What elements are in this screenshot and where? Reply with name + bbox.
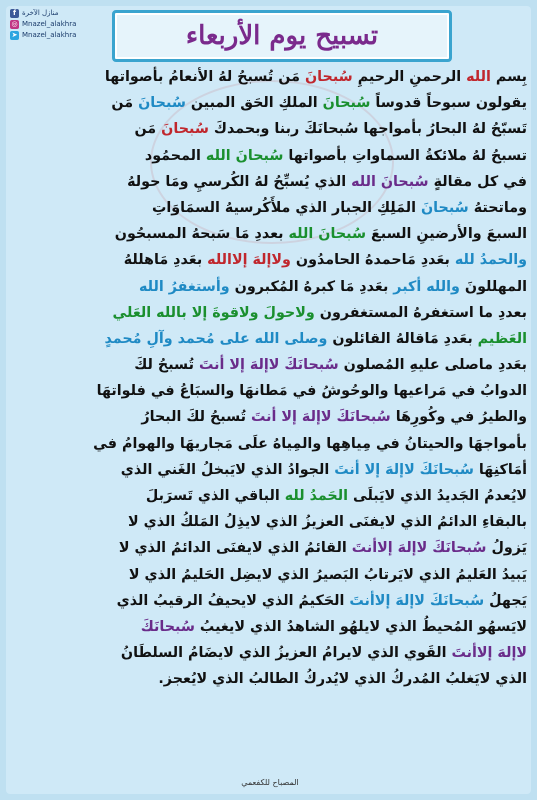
text-segment: المهللونَ — [459, 278, 527, 295]
text-line — [10, 143, 527, 169]
text-line — [10, 247, 527, 273]
text-segment: تَسبّحُ لهُ البحارُ بأمواجها سُبحانَكَ ربنا وبحمدكَ — [208, 121, 527, 138]
page-title: تسبيح يوم الأربعاء — [185, 21, 379, 51]
highlighted-phrase: والحمدُ لله — [454, 252, 527, 269]
facebook-handle: منازل الآخرة — [22, 9, 59, 17]
text-segment: مَن — [134, 121, 162, 138]
source-credit: المصباح للكفعمي — [241, 778, 299, 787]
text-segment: مَن تُسبحُ لهُ الأنعامُ بأصواتها — [104, 69, 305, 85]
highlighted-phrase: سُبحانَ الله — [288, 226, 367, 243]
social-handles — [10, 8, 102, 41]
text-line — [10, 300, 527, 326]
text-line — [10, 274, 527, 300]
highlighted-phrase: الله — [466, 69, 491, 85]
text-segment: بعَددِ مَا كبرهُ المُكبرون — [229, 278, 394, 295]
text-segment: بِسم — [490, 69, 527, 85]
text-segment: يَجهلُ — [484, 592, 527, 609]
highlighted-phrase: سُبحانَكَ لاإلهَ إلا أنتَ — [334, 461, 474, 478]
text-line — [10, 352, 527, 378]
highlighted-phrase: والله أكبر — [393, 278, 460, 295]
highlighted-phrase: سُبحانَكَ لاإلهَ إلا أنتَ — [251, 409, 391, 426]
text-segment: المحمُود — [144, 147, 206, 164]
text-line — [10, 588, 527, 614]
text-line — [10, 666, 527, 692]
highlighted-phrase: سُبحانَكَ — [140, 618, 195, 635]
instagram-icon: ◎ — [11, 20, 18, 28]
highlighted-phrase: سُبحانَ — [322, 95, 371, 112]
highlighted-phrase: الحَمدُ لله — [284, 488, 349, 504]
text-segment: بعَددِ مَاحمدهُ الحامدُون — [290, 252, 455, 269]
highlighted-phrase: سُبحانَ — [304, 69, 353, 85]
text-segment: بأمواجهَا والحيتانُ في مِياهِها والمِياهُ علَى مَجاريهَا والهوامُ في — [93, 435, 527, 452]
text-segment: بعددِ مَا سَبحهُ المسبحُون — [114, 226, 289, 243]
highlighted-phrase: سُبحانَكَ لاإلهَ إلاأنتَ — [351, 540, 487, 557]
text-line — [10, 614, 527, 640]
text-segment: تسبحُ لهُ ملائكةُ السماواتِ بأصواتها — [283, 147, 527, 164]
text-line — [10, 116, 527, 142]
text-line — [10, 64, 527, 90]
text-segment: الباقي الذي تَسرَبلَ — [145, 488, 285, 504]
highlighted-phrase: سُبحانَ — [161, 121, 209, 138]
text-segment: مَن — [111, 95, 139, 112]
text-segment: لايُعدمُ الجَديدُ الذي لايَبلَى — [348, 488, 527, 504]
text-segment: في كل مقالةٍ — [428, 173, 527, 190]
text-line — [10, 221, 527, 247]
text-segment: تُسبحُ لكَ البحارُ — [141, 409, 252, 426]
telegram-handle: Mnazel_alakhra — [22, 31, 77, 39]
text-line — [10, 431, 527, 457]
text-line — [10, 562, 527, 588]
text-segment: يَبيدُ العَليمُ الذي لايَرتابُ البَصيرُ الذي لايضِل الحَليمُ الذي لا — [128, 566, 527, 583]
telegram-icon: ➤ — [11, 31, 18, 39]
highlighted-phrase: سُبحانَكَ لاإلهَ إلاأنتَ — [349, 592, 485, 609]
text-line — [10, 195, 527, 221]
highlighted-phrase: سُبحانَكَ لاإلهَ إلا أنتَ — [198, 357, 339, 374]
text-line — [10, 640, 527, 666]
text-segment: لايَسهُو المُحيطُ الذي لايلهُو الشاهدُ الذي لايغيبُ — [194, 618, 527, 635]
social-row-facebook — [10, 8, 102, 19]
text-segment: القائمُ الذي لايفنَى الدائمُ الذي لا — [118, 540, 352, 557]
text-line — [10, 169, 527, 195]
text-segment: بعَددِ مَاهللهُ — [123, 252, 208, 269]
text-segment: السبعَ والأرضينِ السبعَ — [366, 226, 527, 243]
instagram-handle: Mnazel_alakhra — [22, 20, 77, 28]
text-segment: يقولون سبوحاً قدوساً — [370, 95, 527, 112]
text-segment: بعددِ ما استغفرهُ المستغفرون — [314, 304, 527, 321]
text-segment: المَلِكِ الجبار الذي ملأَكُرسيهُ السمَاوَاتِ — [152, 199, 421, 216]
text-segment: وماتحتهُ — [468, 199, 527, 216]
text-segment: الجوادُ الذي لايَبخلُ الغَني الذي — [120, 461, 335, 478]
text-segment: القَوي الذي لايرامُ العزيزُ الذي لايضَامُ السلطَانُ — [120, 645, 452, 662]
text-segment: بعَددِ ماصلى عليهِ المُصلون — [338, 357, 527, 374]
text-line — [10, 90, 527, 116]
title-banner — [112, 10, 452, 62]
highlighted-phrase: سُبحانَ — [420, 199, 469, 216]
text-line — [10, 404, 527, 430]
highlighted-phrase: سُبحانَ — [138, 95, 186, 112]
highlighted-phrase: سُبحانَ الله — [205, 147, 284, 164]
highlighted-phrase: العَظيم — [477, 330, 527, 347]
text-line — [10, 483, 527, 509]
highlighted-phrase: ولاإلهَ إلاالله — [207, 252, 291, 269]
text-line — [10, 509, 527, 535]
text-segment: أمَاكنِهَا — [473, 461, 527, 478]
social-row-telegram — [10, 30, 102, 41]
social-row-instagram — [10, 19, 102, 30]
text-segment: الدوابُ في مَراعيها والوحُوشُ في مَطانهَا والسبَاعُ في فلواتهَا — [96, 383, 527, 400]
text-segment: الملكِ الحَق المبين — [185, 95, 323, 112]
facebook-icon: f — [10, 9, 19, 18]
text-line — [10, 535, 527, 561]
text-segment: الذي يُسبِّحُ لهُ الكُرسيِ ومَا حولهُ — [127, 173, 352, 190]
text-segment: الذي لايَغلبُ المُدركُ الذي لايُدركُ الطالبُ الذي لايُعجز. — [158, 671, 527, 688]
text-segment: بالبقاءِ الدائمُ الذي لايفنَى العزيزُ الذي لايذِلُ المَلكُ الذي لا — [127, 514, 527, 531]
highlighted-phrase: وأستغفرُ الله — [138, 278, 230, 295]
text-line — [10, 457, 527, 483]
text-segment: الرحمنِ الرحيمِ — [352, 69, 467, 85]
highlighted-phrase: ولاحولَ ولاقوةَ إلا بالله العَلي — [112, 304, 315, 321]
supplication-text — [10, 64, 527, 772]
highlighted-phrase: لاإلهَ إلاأنتَ — [451, 645, 527, 662]
highlighted-phrase: سُبحانَ الله — [351, 173, 429, 190]
text-line — [10, 326, 527, 352]
highlighted-phrase: وصلى الله على مُحمد وآلِ مُحمدٍ — [104, 330, 328, 347]
text-segment: يَزولُ — [486, 540, 527, 557]
text-segment: بعَددِ مَاقالهُ القائلون — [327, 330, 478, 347]
text-segment: والطيرُ في وكُورِهَا — [390, 409, 527, 426]
text-segment: تُسبحُ لكَ — [134, 357, 199, 374]
text-segment: الحَكيمُ الذي لايحيفُ الرقيبُ الذي — [116, 592, 350, 609]
text-line — [10, 378, 527, 404]
